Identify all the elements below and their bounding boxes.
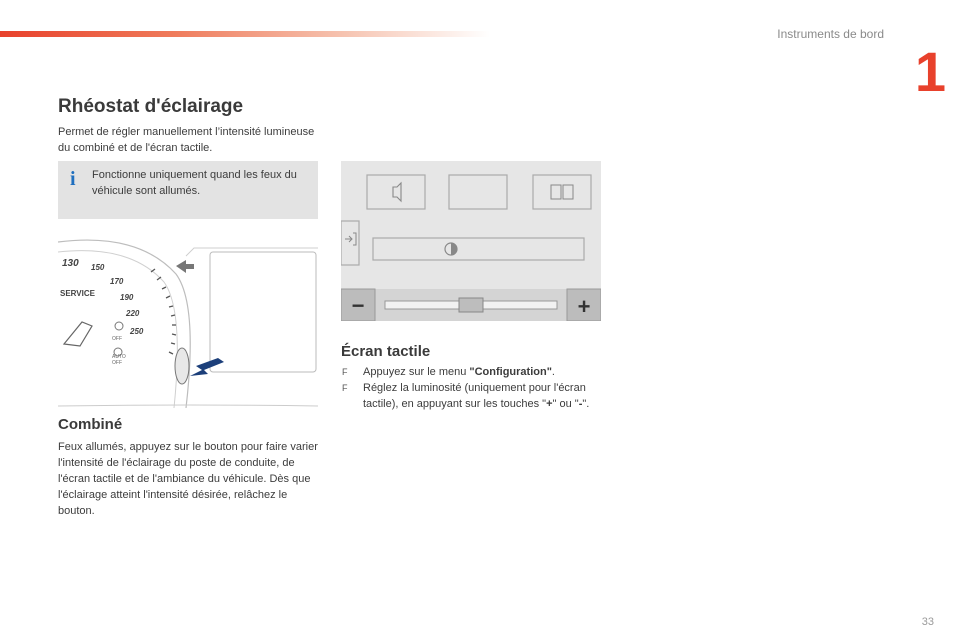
bullet-text: Appuyez sur le menu [363,366,470,378]
ecran-title: Écran tactile [341,343,431,360]
pointer-arrow-icon [190,358,224,376]
bullet-text: . [551,366,555,378]
combine-text: Feux allumés, appuyez sur le bouton pour faire varier l'intensité de l'éclairage du poste de conduite, de l'écran tactile et de l'ambiance du véhicule. Dès que l'éclairage atteint l'intensité désirée, relâchez le bouton. [58,441,318,517]
chapter-number: 1 [914,40,946,103]
bullet-mark: F [342,367,348,377]
speed-label: 170 [110,277,124,286]
header-accent-bar [0,31,490,37]
combine-title: Combiné [58,416,123,433]
minus-key: - [578,398,583,410]
bullet-text: " ou " [552,398,579,410]
bullet-mark: F [342,383,348,393]
plus-label: + [577,294,591,319]
info-text: Fonctionne uniquement quand les feux du véhicule sont allumés. [92,169,297,197]
list-item [341,380,603,412]
service-label: SERVICE [60,289,95,298]
chapter-title: Instruments de bord [777,27,884,41]
off-label: OFF [112,360,122,366]
arrow-left-icon [176,260,194,273]
minus-label: − [351,293,365,318]
rheostat-button [175,348,189,384]
speed-label: 190 [120,293,134,302]
door-open-icon [64,322,92,346]
menu-name: "Configuration" [469,366,552,378]
speed-label: 130 [62,258,79,269]
touchscreen-illustration [341,161,601,321]
screen-drawing [341,161,601,321]
cluster-drawing [58,234,318,408]
page-number: 33 [921,616,934,628]
info-box [58,161,318,219]
section-intro: Permet de régler manuellement l’intensité lumineuse du combiné et de l'écran tactile. [58,126,315,154]
list-item [341,364,603,380]
bullet-text: Réglez la luminosité (uniquement pour l'écran tactile), en appuyant sur les touches " [363,382,586,410]
off-label: OFF [112,336,122,342]
auto-label: AUTO [112,354,126,360]
brightness-slider-thumb [459,298,483,312]
speed-label: 220 [126,309,140,318]
speed-label: 250 [130,327,144,336]
ecran-instructions [341,364,603,412]
section-title: Rhéostat d'éclairage [58,96,244,117]
info-icon: i [70,168,76,190]
plus-key: + [546,398,553,410]
seatbelt-icon [115,322,123,330]
speed-label: 150 [91,263,105,272]
instrument-cluster-illustration [58,234,318,408]
bullet-text: ". [582,398,590,410]
